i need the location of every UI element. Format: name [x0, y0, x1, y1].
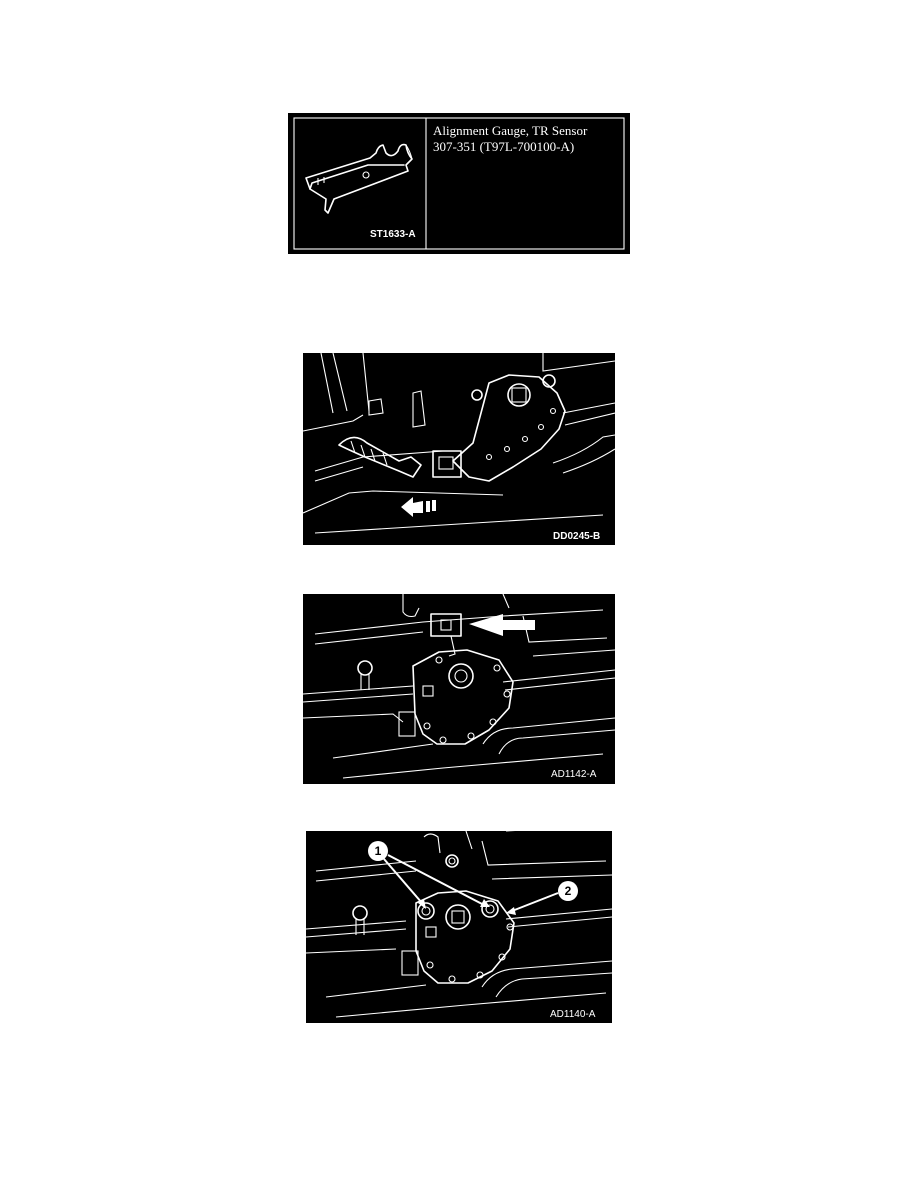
- special-tool-panel: [288, 113, 630, 254]
- figure-code: AD1140-A: [550, 1009, 596, 1020]
- svg-text:2: 2: [564, 884, 572, 898]
- special-tool-name: Alignment Gauge, TR Sensor: [433, 123, 588, 138]
- callout-1: [368, 841, 490, 909]
- callout-2: [506, 881, 578, 915]
- special-tool-art-code: ST1633-A: [370, 229, 416, 240]
- tr-sensor-bolts-illustration: [306, 831, 612, 1023]
- svg-text:1: 1: [374, 844, 382, 858]
- figure-dd0245-b: [303, 353, 615, 545]
- direction-arrow-icon: [401, 497, 436, 517]
- tr-sensor-connector-disconnect-illustration: [303, 353, 615, 545]
- figure-code: AD1142-A: [551, 769, 597, 780]
- special-tool-number: 307-351 (T97L-700100-A): [433, 139, 575, 154]
- figure-ad1142-a: [303, 594, 615, 784]
- special-tool-frame: [288, 113, 630, 254]
- figure-ad1140-a: [306, 831, 612, 1023]
- figure-code: DD0245-B: [553, 531, 601, 542]
- alignment-gauge-tool-icon: [306, 145, 412, 213]
- tr-sensor-connector-slide-illustration: [303, 594, 615, 784]
